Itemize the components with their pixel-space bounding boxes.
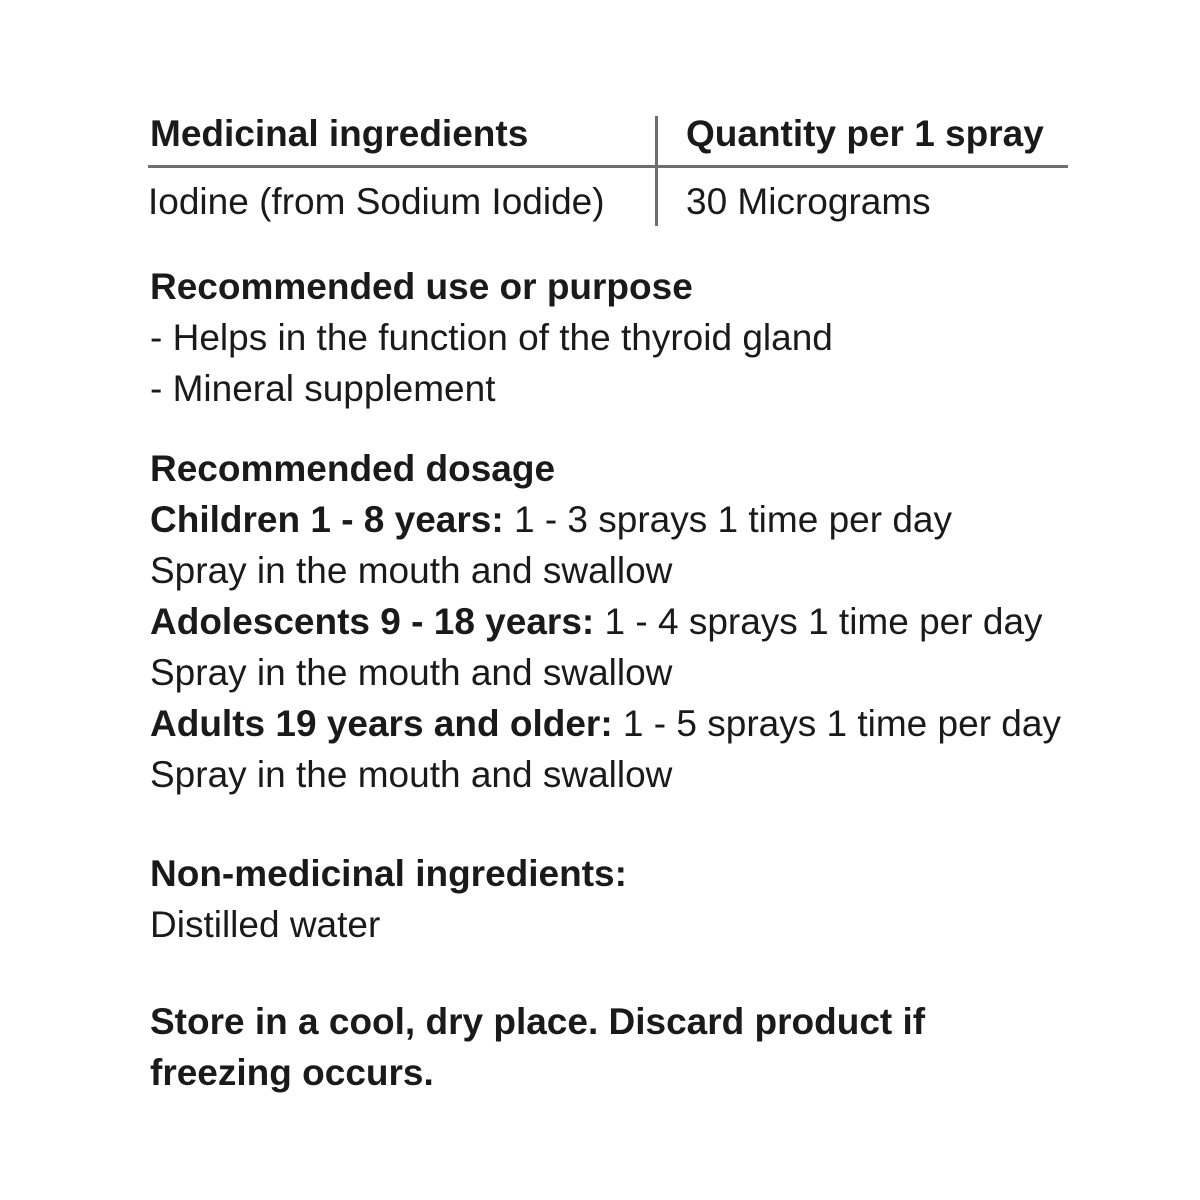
dosage-group-children [150, 494, 1150, 545]
table-column-divider [655, 116, 658, 226]
non-medicinal-heading: Non-medicinal ingredients: [150, 853, 627, 894]
dosage-instruction: Spray in the mouth and swallow [150, 754, 673, 795]
recommended-dosage-section [150, 443, 1150, 800]
header-medicinal-ingredients: Medicinal ingredients [150, 113, 529, 154]
ingredient-cell: Iodine (from Sodium Iodide) [148, 181, 605, 222]
storage-line: freezing occurs. [150, 1052, 434, 1093]
purpose-item: - Helps in the function of the thyroid gland [150, 317, 833, 358]
header-quantity-per-spray: Quantity per 1 spray [686, 113, 1044, 154]
recommended-use-section [150, 261, 1150, 414]
dosage-label: Adolescents 9 - 18 years: [150, 601, 595, 642]
ingredients-table [148, 112, 1068, 227]
non-medicinal-value: Distilled water [150, 904, 381, 945]
dosage-group-adolescents [150, 596, 1150, 647]
dosage-label: Children 1 - 8 years: [150, 499, 504, 540]
dosage-instruction: Spray in the mouth and swallow [150, 652, 673, 693]
dosage-amount: 1 - 3 sprays 1 time per day [503, 499, 952, 540]
purpose-item: - Mineral supplement [150, 368, 496, 409]
storage-line: Store in a cool, dry place. Discard product if [150, 1001, 926, 1042]
recommended-use-heading: Recommended use or purpose [150, 266, 693, 307]
table-header-divider [148, 165, 1068, 168]
quantity-cell: 30 Micrograms [686, 181, 931, 222]
dosage-amount: 1 - 4 sprays 1 time per day [594, 601, 1043, 642]
dosage-group-adults [150, 698, 1150, 749]
dosage-instruction: Spray in the mouth and swallow [150, 550, 673, 591]
recommended-dosage-heading: Recommended dosage [150, 448, 556, 489]
storage-section [150, 996, 1150, 1098]
non-medicinal-section [150, 848, 1150, 950]
dosage-label: Adults 19 years and older: [150, 703, 613, 744]
dosage-amount: 1 - 5 sprays 1 time per day [612, 703, 1061, 744]
